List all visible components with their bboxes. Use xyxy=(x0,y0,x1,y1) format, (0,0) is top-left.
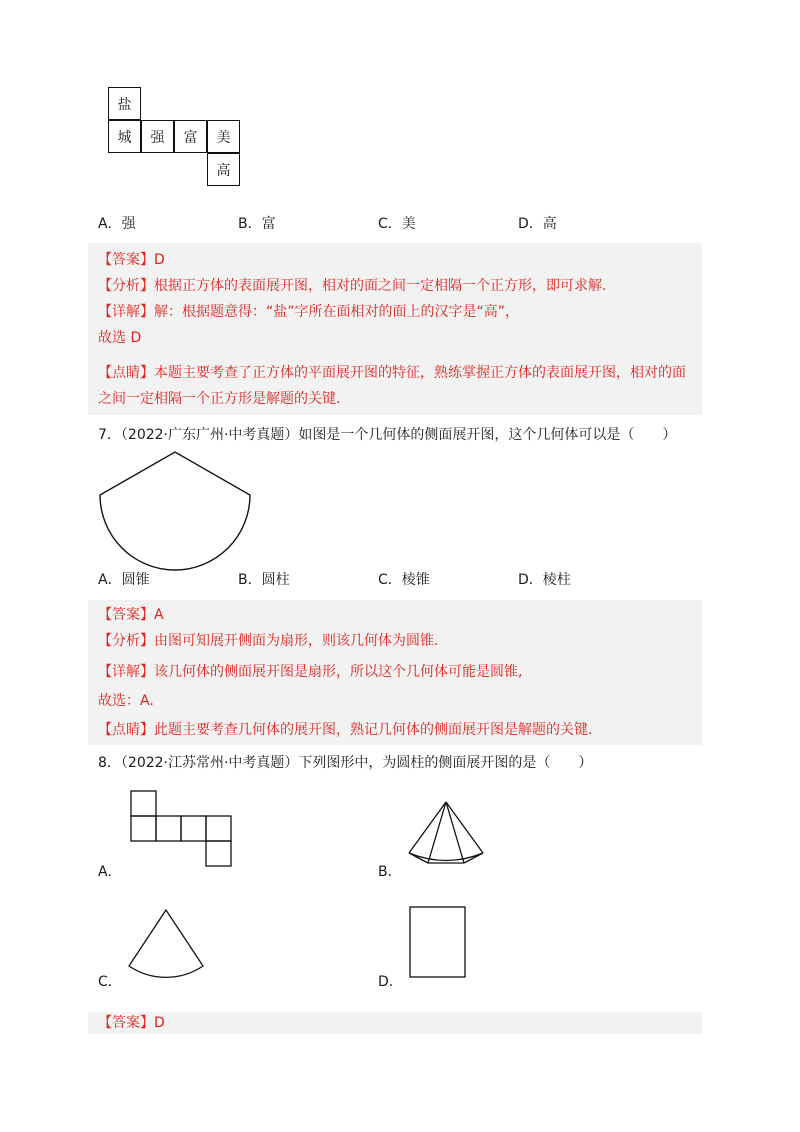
q6-comment: 【点睛】本题主要考查了正方体的平面展开图的特征，熟练掌握正方体的表面展开图，相对的面 xyxy=(98,365,686,381)
q7-answer: 【答案】A xyxy=(98,607,164,623)
q7-option-b: B．圆柱 xyxy=(238,572,290,588)
q8-label-d: D． xyxy=(378,974,403,990)
q8-question: 8．（2022·江苏常州·中考真题）下列图形中，为圆柱的侧面展开图的是（ ） xyxy=(98,755,593,771)
net-cell-row-2: 强 xyxy=(141,120,174,153)
q6-comment-line2: 之间一定相隔一个正方形是解题的关键. xyxy=(98,391,341,407)
net-cell-row-3: 富 xyxy=(174,120,207,153)
net-cell-row-4: 美 xyxy=(207,120,240,153)
q7-conclusion: 故选：A. xyxy=(98,693,154,709)
q6-option-d: D．高 xyxy=(518,216,557,232)
q8-label-c: C． xyxy=(98,974,122,990)
q6-option-b: B．富 xyxy=(238,216,276,232)
q7-option-c: C．棱锥 xyxy=(378,572,430,588)
q7-analysis: 【分析】由图可知展开侧面为扇形，则该几何体为圆锥. xyxy=(98,633,439,649)
q6-analysis: 【分析】根据正方体的表面展开图，相对的面之间一定相隔一个正方形，即可求解. xyxy=(98,278,607,294)
q8-solution-panel xyxy=(88,1012,702,1034)
q6-option-a: A．强 xyxy=(98,216,136,232)
q6-option-c: C．美 xyxy=(378,216,416,232)
net-cell-top: 盐 xyxy=(108,87,141,120)
q8-answer: 【答案】D xyxy=(98,1015,165,1031)
q8-label-a: A． xyxy=(98,864,122,880)
q7-option-a: A．圆锥 xyxy=(98,572,150,588)
q7-comment: 【点睛】此题主要考查几何体的展开图，熟记几何体的侧面展开图是解题的关键. xyxy=(98,722,593,738)
q6-detail: 【详解】解：根据题意得：“盐”字所在面相对的面上的汉字是“高”， xyxy=(98,304,520,320)
q7-option-d: D．棱柱 xyxy=(518,572,571,588)
q6-answer: 【答案】D xyxy=(98,252,165,268)
net-cell-row-1: 城 xyxy=(108,120,141,153)
q8-label-b: B． xyxy=(378,864,402,880)
q7-detail: 【详解】该几何体的侧面展开图是扇形，所以这个几何体可能是圆锥, xyxy=(98,664,523,680)
q6-conclusion: 故选 D xyxy=(98,330,142,346)
q7-question: 7．（2022·广东广州·中考真题）如图是一个几何体的侧面展开图，这个几何体可以是（ ） xyxy=(98,427,677,443)
net-cell-bottom: 高 xyxy=(207,153,240,186)
